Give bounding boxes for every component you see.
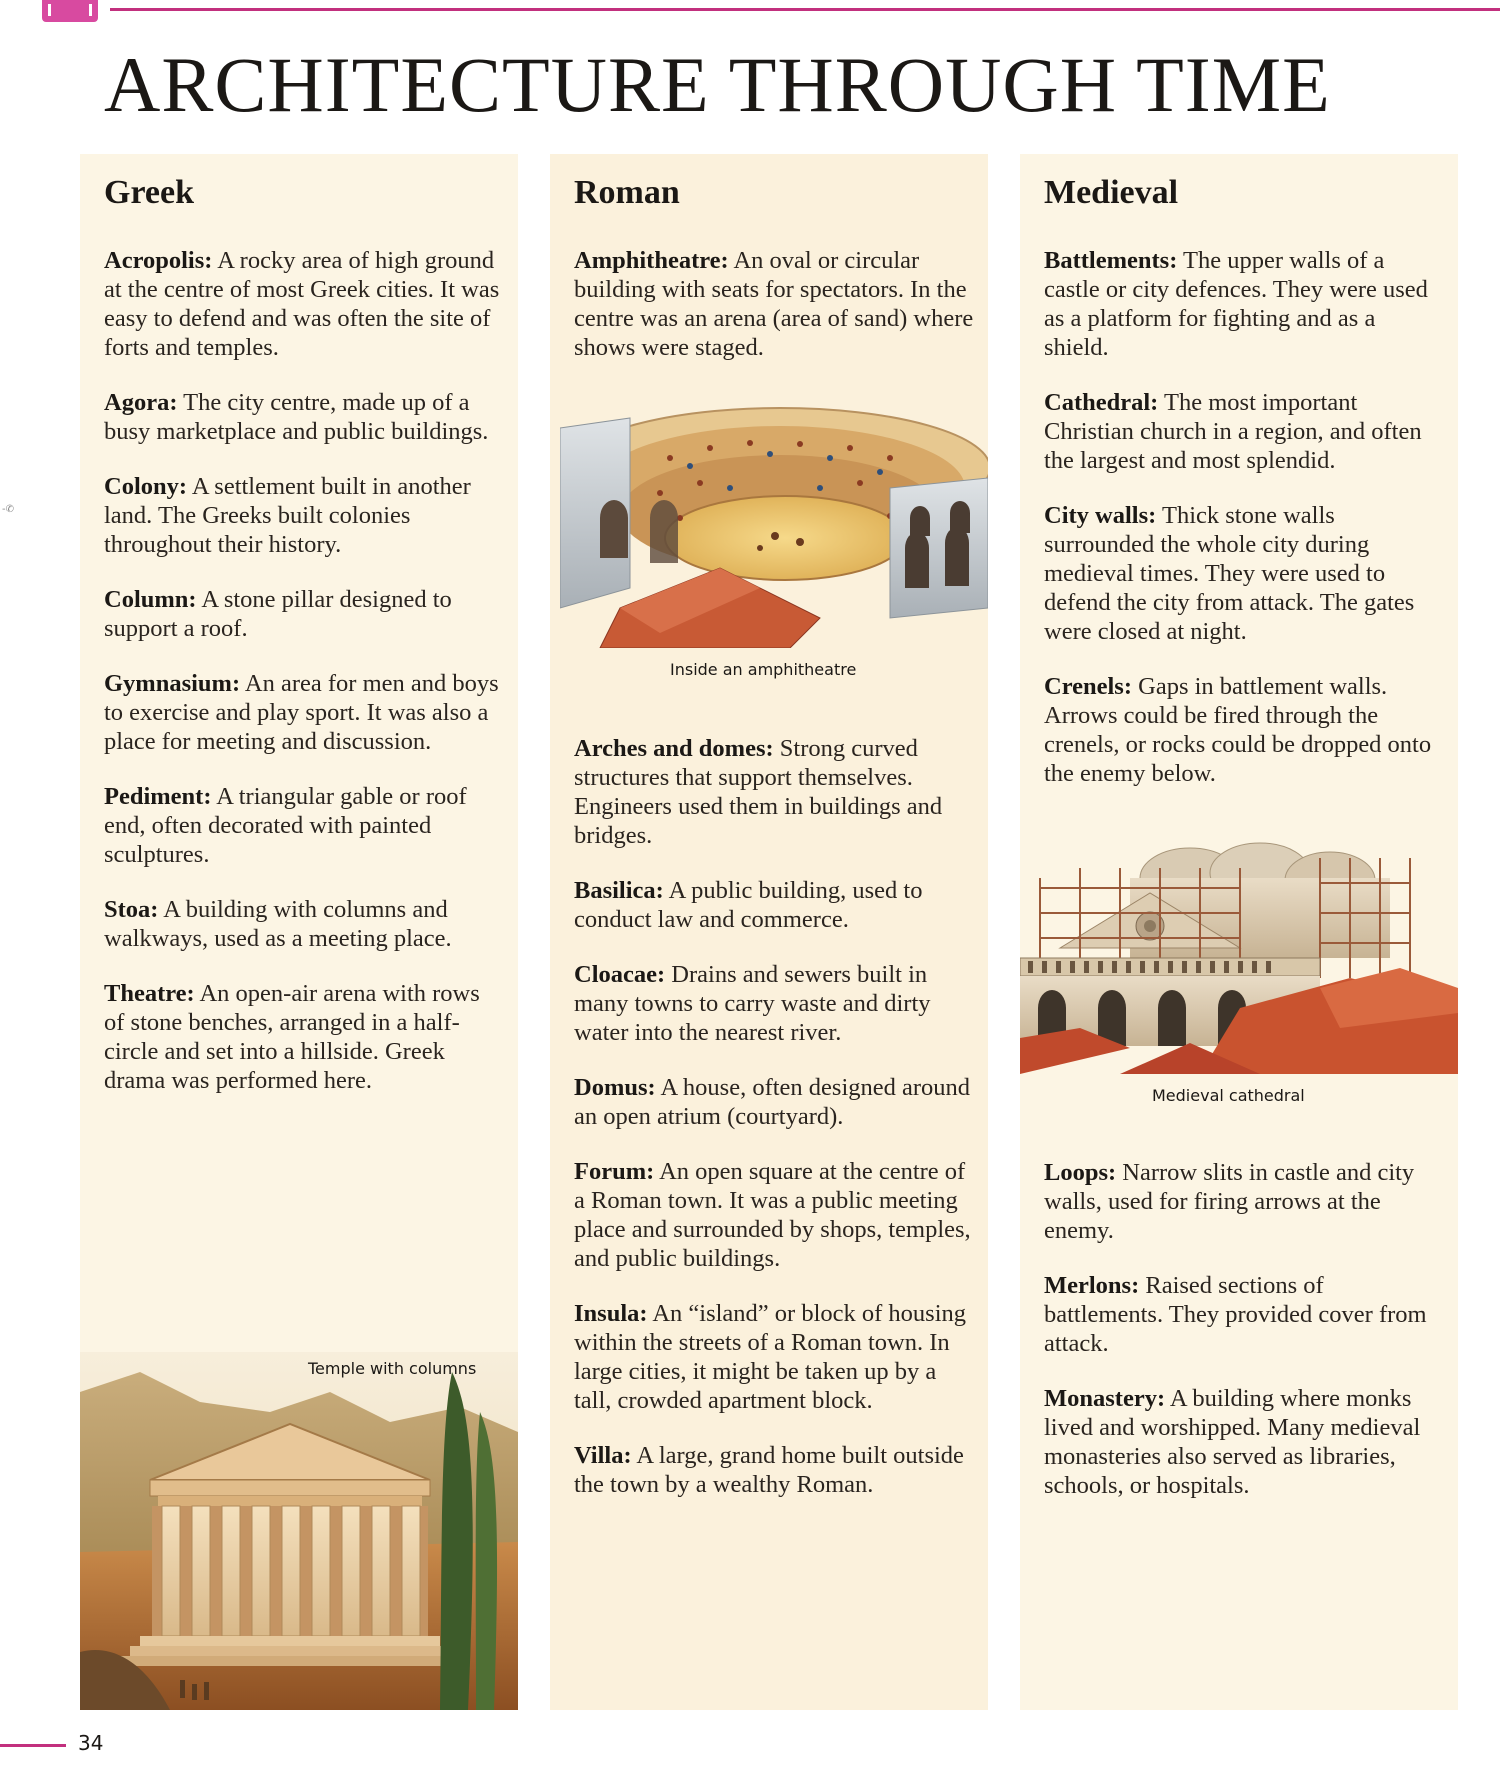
- margin-mark: -✆: [2, 504, 14, 515]
- glossary-entry: [574, 960, 974, 1047]
- page-title: ARCHITECTURE THROUGH TIME: [104, 41, 1331, 128]
- glossary-entry: [574, 1299, 974, 1415]
- glossary-definition: The city centre, made up of a busy marketplace and public buildings.: [104, 389, 489, 445]
- glossary-definition: A building where monks lived and worshipped. Many medieval monasteries also served as libraries, schools, or hospitals.: [1044, 1385, 1421, 1499]
- glossary-entry: [1044, 1158, 1444, 1245]
- glossary-entry: [104, 979, 504, 1095]
- top-tab-marker: [42, 0, 98, 22]
- glossary-term: Cloacae:: [574, 961, 666, 988]
- greek-entry-list: [104, 246, 504, 1121]
- glossary-term: Acropolis:: [104, 247, 213, 274]
- glossary-term: Forum:: [574, 1158, 655, 1185]
- glossary-definition: A house, often designed around an open atrium (courtyard).: [574, 1074, 971, 1130]
- glossary-definition: Raised sections of battlements. They provided cover from attack.: [1044, 1272, 1427, 1357]
- glossary-term: Pediment:: [104, 783, 212, 810]
- glossary-definition: A stone pillar designed to support a roof.: [104, 586, 452, 642]
- glossary-definition: A public building, used to conduct law and commerce.: [574, 877, 923, 933]
- glossary-definition: An open square at the centre of a Roman town. It was a public meeting place and surrounded by shops, temples, and public buildings.: [574, 1158, 971, 1272]
- glossary-definition: The upper walls of a castle or city defences. They were used as a platform for fighting and as a shield.: [1044, 247, 1428, 361]
- glossary-entry: [1044, 501, 1444, 646]
- glossary-term: Theatre:: [104, 980, 195, 1007]
- glossary-entry: [1044, 1271, 1444, 1358]
- roman-heading: Roman: [574, 174, 680, 211]
- glossary-entry: [574, 1073, 974, 1131]
- glossary-definition: An “island” or block of housing within the streets of a Roman town. In large cities, it might be taken up by a tall, crowded apartment block.: [574, 1300, 966, 1414]
- glossary-definition: Strong curved structures that support themselves. Engineers used them in buildings and bridges.: [574, 735, 943, 849]
- glossary-term: Villa:: [574, 1442, 632, 1469]
- glossary-entry: [104, 782, 504, 869]
- glossary-entry: [104, 388, 504, 446]
- amphitheatre-caption: Inside an amphitheatre: [670, 660, 857, 679]
- glossary-term: City walls:: [1044, 502, 1157, 529]
- glossary-entry: [104, 472, 504, 559]
- glossary-definition: The most important Christian church in a region, and often the largest and most splendid.: [1044, 389, 1422, 474]
- medieval-entry-list-top: [1044, 246, 1444, 814]
- footer-rule: [0, 1744, 66, 1747]
- cathedral-caption: Medieval cathedral: [1152, 1086, 1305, 1105]
- glossary-term: Loops:: [1044, 1159, 1117, 1186]
- glossary-term: Gymnasium:: [104, 670, 241, 697]
- cathedral-illustration: [1020, 838, 1458, 1074]
- glossary-definition: An area for men and boys to exercise and play sport. It was also a place for meeting and discussion.: [104, 670, 499, 755]
- roman-column: [550, 154, 988, 1710]
- glossary-definition: A rocky area of high ground at the centre of most Greek cities. It was easy to defend and was often the site of forts and temples.: [104, 247, 500, 361]
- glossary-definition: A triangular gable or roof end, often decorated with painted sculptures.: [104, 783, 467, 868]
- glossary-entry: [104, 669, 504, 756]
- glossary-term: Arches and domes:: [574, 735, 774, 762]
- glossary-entry: [1044, 246, 1444, 362]
- glossary-entry: [1044, 388, 1444, 475]
- glossary-entry: [574, 1157, 974, 1273]
- medieval-column: [1020, 154, 1458, 1710]
- greek-heading: Greek: [104, 174, 195, 211]
- top-rule: [110, 8, 1500, 11]
- glossary-definition: Gaps in battlement walls. Arrows could be fired through the crenels, or rocks could be dropped onto the enemy below.: [1044, 673, 1432, 787]
- glossary-term: Domus:: [574, 1074, 656, 1101]
- medieval-entry-list-bottom: [1044, 1158, 1444, 1526]
- glossary-term: Stoa:: [104, 896, 159, 923]
- glossary-term: Monastery:: [1044, 1385, 1166, 1412]
- glossary-entry: [574, 876, 974, 934]
- glossary-term: Crenels:: [1044, 673, 1132, 700]
- glossary-definition: A building with columns and walkways, used as a meeting place.: [104, 896, 452, 952]
- glossary-definition: A settlement built in another land. The Greeks built colonies throughout their history.: [104, 473, 471, 558]
- glossary-term: Insula:: [574, 1300, 648, 1327]
- glossary-term: Merlons:: [1044, 1272, 1140, 1299]
- glossary-term: Column:: [104, 586, 197, 613]
- glossary-entry: [104, 585, 504, 643]
- glossary-term: Colony:: [104, 473, 188, 500]
- glossary-definition: An open-air arena with rows of stone benches, arranged in a half-circle and set into a hillside. Greek drama was performed here.: [104, 980, 480, 1094]
- glossary-term: Battlements:: [1044, 247, 1178, 274]
- medieval-heading: Medieval: [1044, 174, 1179, 211]
- glossary-term: Agora:: [104, 389, 178, 416]
- page-number: 34: [78, 1731, 104, 1755]
- glossary-entry: [574, 1441, 974, 1499]
- glossary-entry: [574, 246, 974, 362]
- glossary-term: Cathedral:: [1044, 389, 1159, 416]
- glossary-entry: [1044, 672, 1444, 788]
- glossary-term: Basilica:: [574, 877, 664, 904]
- greek-column: [80, 154, 518, 1710]
- glossary-definition: A large, grand home built outside the town by a wealthy Roman.: [574, 1442, 964, 1498]
- glossary-definition: Narrow slits in castle and city walls, used for firing arrows at the enemy.: [1044, 1159, 1415, 1244]
- glossary-entry: [104, 895, 504, 953]
- amphitheatre-illustration: [560, 388, 988, 648]
- roman-entry-list-top: [574, 246, 974, 388]
- glossary-entry: [574, 734, 974, 850]
- glossary-definition: An oval or circular building with seats for spectators. In the centre was an arena (area of sand) where shows were staged.: [574, 247, 974, 361]
- glossary-definition: Drains and sewers built in many towns to carry waste and dirty water into the nearest river.: [574, 961, 931, 1046]
- glossary-term: Amphitheatre:: [574, 247, 729, 274]
- glossary-entry: [104, 246, 504, 362]
- temple-caption: Temple with columns: [308, 1359, 477, 1378]
- roman-entry-list-bottom: [574, 734, 974, 1525]
- temple-illustration: [80, 1352, 518, 1710]
- glossary-definition: Thick stone walls surrounded the whole city during medieval times. They were used to defend the city from attack. The gates were closed at night.: [1044, 502, 1415, 645]
- glossary-entry: [1044, 1384, 1444, 1500]
